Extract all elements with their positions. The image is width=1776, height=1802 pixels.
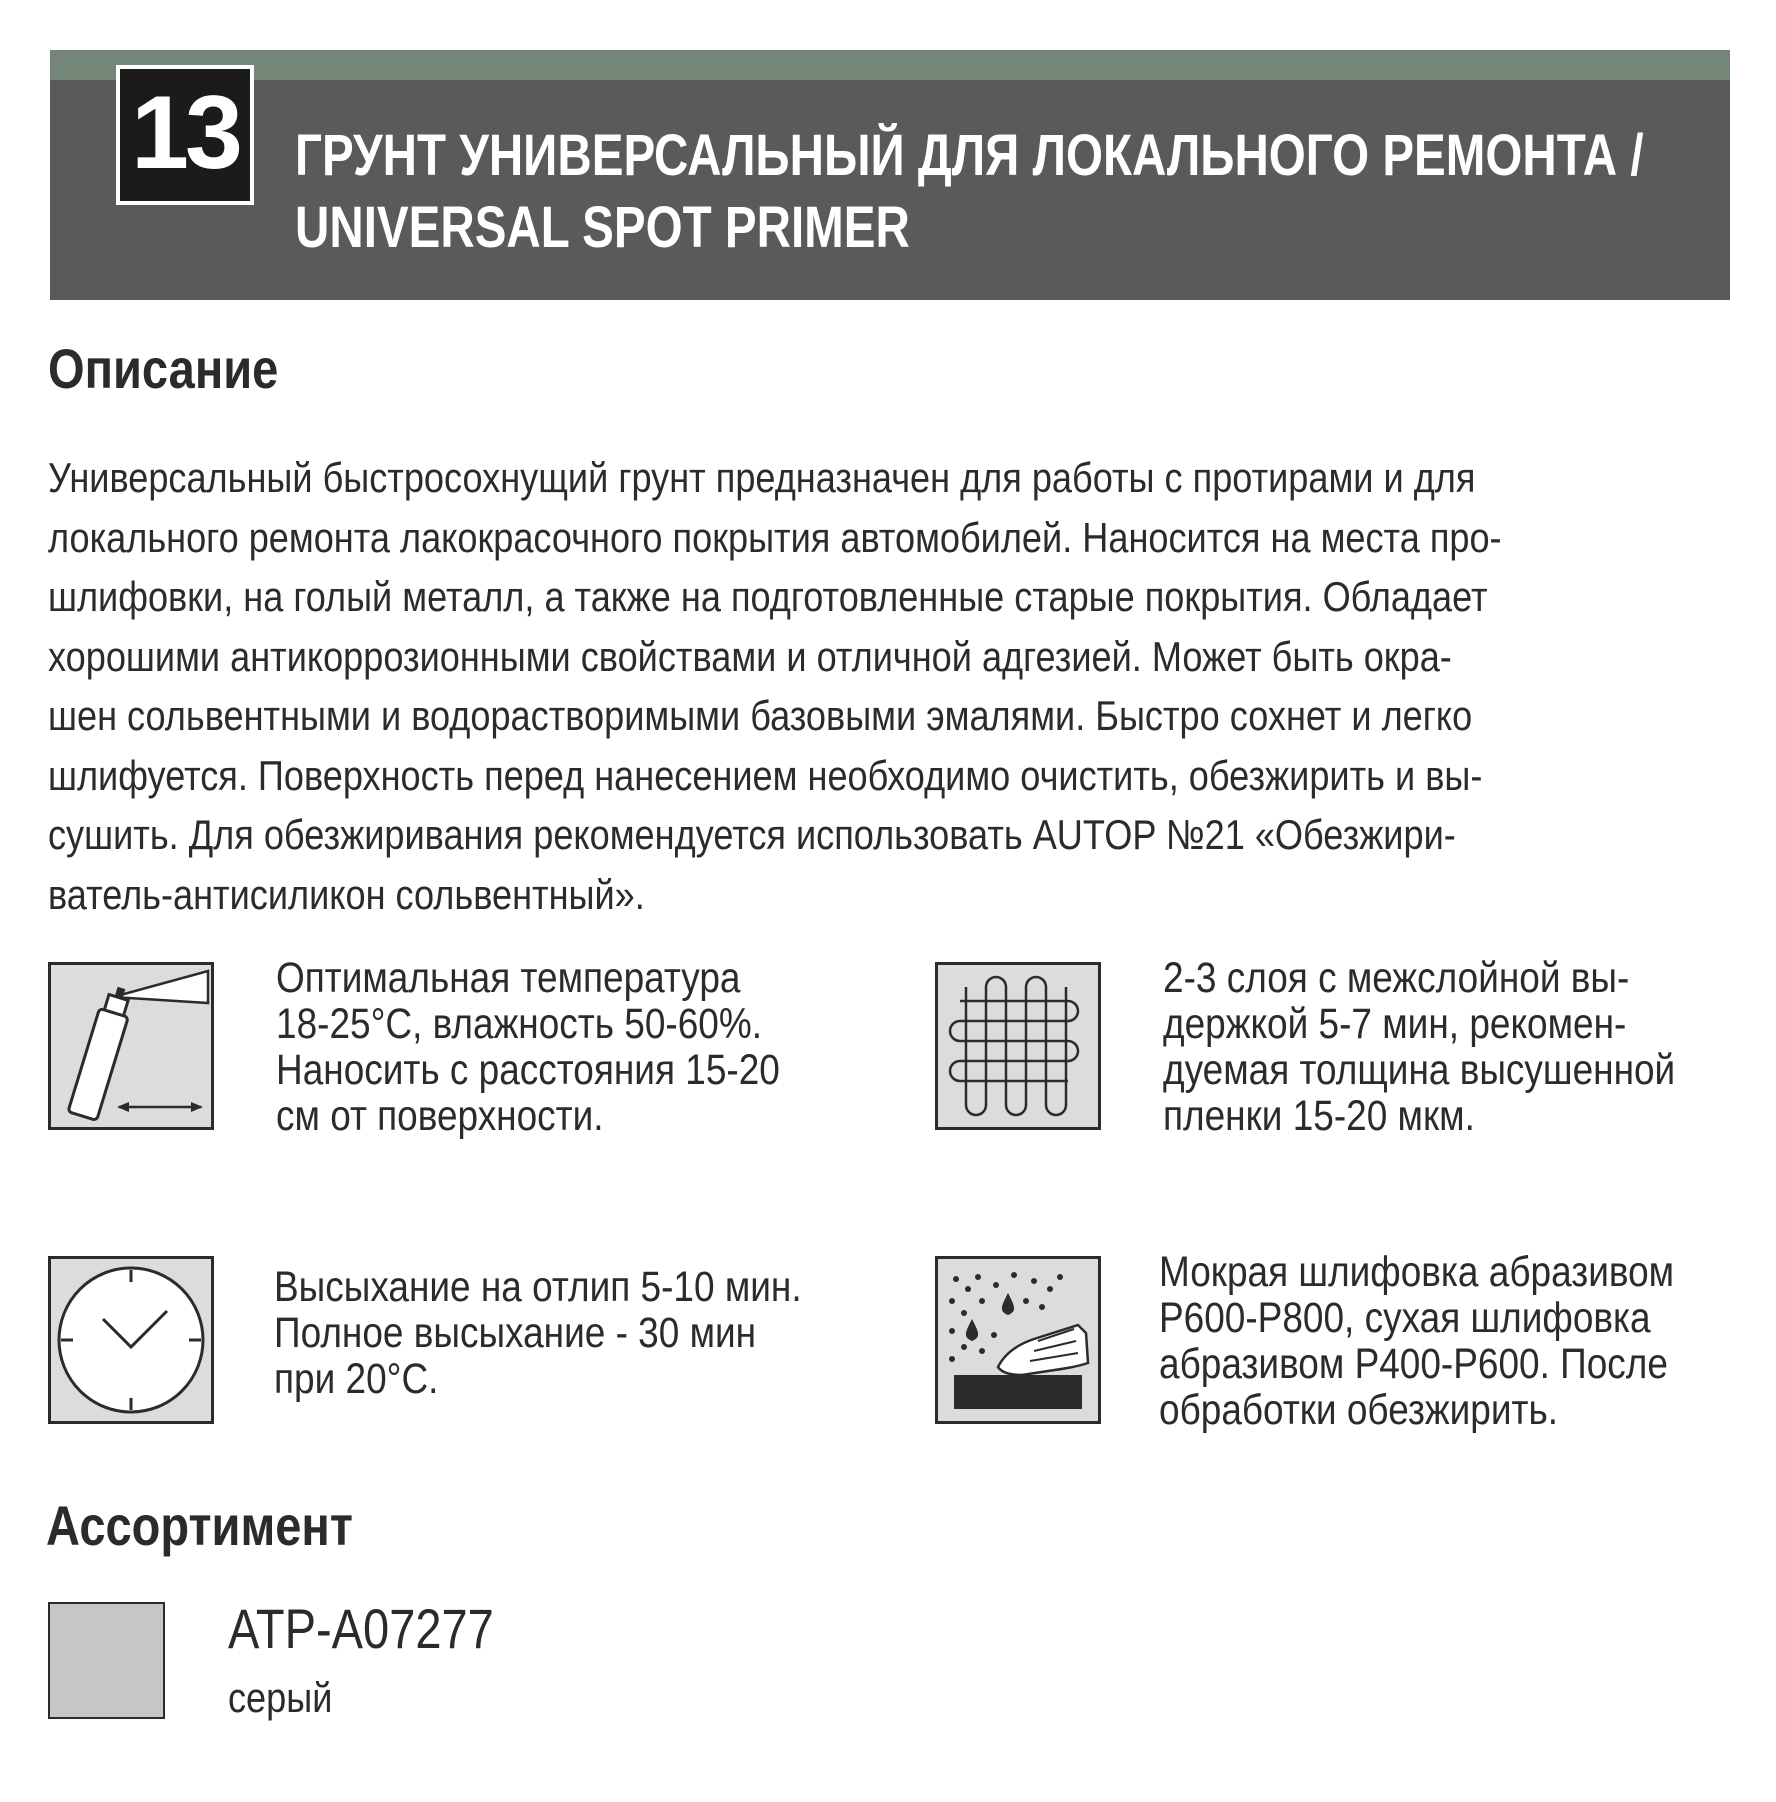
info-line: при 20°C. [274, 1355, 439, 1403]
coats-text [1163, 955, 1675, 1139]
product-title [295, 120, 1644, 264]
info-line: абразивом P400-P600. После [1159, 1340, 1668, 1388]
spray-can-icon [48, 962, 214, 1130]
product-title-line1: ГРУНТ УНИВЕРСАЛЬНЫЙ ДЛЯ ЛОКАЛЬНОГО РЕМОНТА / [295, 123, 1644, 188]
info-line: Полное высыхание - 30 мин [274, 1309, 757, 1357]
info-line: P600-P800, сухая шлифовка [1159, 1294, 1651, 1342]
description-line: шен сольвентными и водорастворимыми базовыми эмалями. Быстро сохнет и легко [48, 692, 1473, 739]
description-line: ватель-антисиликон сольвентный». [48, 870, 645, 918]
info-line: Высыхание на отлип 5-10 мин. [274, 1263, 802, 1311]
header-accent-stripe [50, 50, 1730, 80]
sanding-text [1159, 1249, 1674, 1433]
info-line: 2-3 слоя с межслойной вы- [1163, 954, 1630, 1002]
description-text [48, 448, 1502, 924]
info-line: пленки 15-20 мкм. [1163, 1092, 1475, 1140]
assortment-heading: Ассортимент [46, 1494, 353, 1557]
clock-icon [48, 1256, 214, 1424]
cross-coat-pattern-icon [935, 962, 1101, 1130]
drying-time-text [274, 1264, 802, 1402]
description-line: Универсальный быстросохнущий грунт предназначен для работы с протирами и для [48, 454, 1476, 501]
product-number-badge: 13 [116, 65, 254, 205]
product-header [50, 50, 1730, 300]
info-line: обработки обезжирить. [1159, 1386, 1558, 1434]
description-line: локального ремонта лакокрасочного покрытия автомобилей. Наносится на места про- [48, 513, 1502, 561]
color-name: серый [228, 1674, 333, 1721]
description-heading: Описание [48, 337, 279, 400]
application-conditions-text [276, 955, 780, 1139]
info-line: Мокрая шлифовка абразивом [1159, 1248, 1675, 1296]
info-line: см от поверхности. [276, 1092, 604, 1140]
color-swatch [48, 1602, 165, 1719]
description-line: шлифовки, на голый металл, а также на подготовленные старые покрытия. Обладает [48, 573, 1488, 620]
description-line: сушить. Для обезжиривания рекомендуется использовать AUTOP №21 «Обезжири- [48, 811, 1456, 858]
description-line: хорошими антикоррозионными свойствами и отличной адгезией. Может быть окра- [48, 632, 1452, 680]
info-line: держкой 5-7 мин, рекомен- [1163, 1000, 1627, 1048]
product-title-line2: UNIVERSAL SPOT PRIMER [295, 195, 910, 260]
description-line: шлифуется. Поверхность перед нанесением необходимо очистить, обезжирить и вы- [48, 751, 1483, 799]
product-sku: ATP-A07277 [228, 1597, 494, 1660]
info-line: 18-25°C, влажность 50-60%. [276, 1000, 763, 1048]
info-line: Наносить с расстояния 15-20 [276, 1046, 780, 1094]
info-line: Оптимальная температура [276, 954, 741, 1002]
wet-sanding-hand-icon [935, 1256, 1101, 1424]
info-line: дуемая толщина высушенной [1163, 1046, 1676, 1094]
